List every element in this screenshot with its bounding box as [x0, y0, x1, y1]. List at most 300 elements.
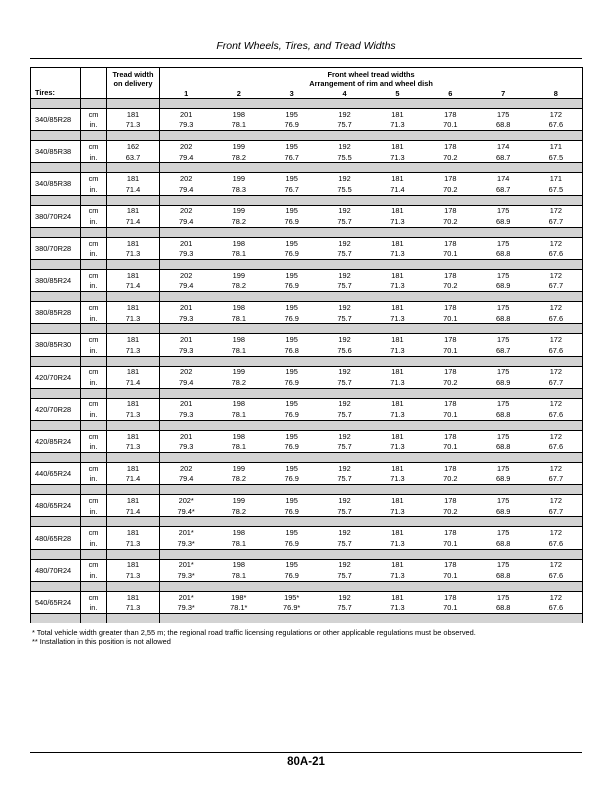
unit-cell: cm	[81, 398, 107, 409]
tread-width-cell: 195	[265, 141, 318, 152]
tire-size-cell: 340/85R38	[31, 141, 81, 163]
unit-cell: cm	[81, 141, 107, 152]
delivery-width-cell: 181	[107, 495, 160, 506]
column-header-front-widths	[160, 68, 583, 89]
tread-width-cell: 71.3	[371, 120, 424, 131]
tread-width-cell: 192	[318, 269, 371, 280]
tread-width-cell: 198	[212, 559, 265, 570]
tread-width-cell: 198	[212, 527, 265, 538]
tire-size-cell: 480/65R28	[31, 527, 81, 549]
tread-width-cell: 75.7	[318, 248, 371, 259]
tread-width-cell: 192	[318, 109, 371, 120]
unit-cell: in.	[81, 216, 107, 227]
table-row	[31, 152, 583, 163]
position-header-4: 4	[318, 88, 371, 99]
tread-width-cell: 201*	[160, 559, 213, 570]
tread-width-cell: 71.4	[371, 184, 424, 195]
tread-width-cell: 75.6	[318, 345, 371, 356]
tread-width-cell: 195	[265, 463, 318, 474]
delivery-width-cell: 181	[107, 591, 160, 602]
unit-cell: in.	[81, 313, 107, 324]
tread-width-cell: 172	[530, 430, 583, 441]
unit-cell: in.	[81, 570, 107, 581]
tread-width-cell: 78.2	[212, 506, 265, 517]
tread-width-cell: 75.7	[318, 281, 371, 292]
delivery-width-cell: 63.7	[107, 152, 160, 163]
table-row	[31, 313, 583, 324]
tread-width-cell: 199	[212, 269, 265, 280]
tread-width-cell: 70.1	[424, 120, 477, 131]
tread-width-cell: 171	[530, 141, 583, 152]
tread-width-cell: 75.7	[318, 216, 371, 227]
tread-width-cell: 172	[530, 591, 583, 602]
tread-width-cell: 195*	[265, 591, 318, 602]
tread-width-cell: 75.7	[318, 313, 371, 324]
tread-width-cell: 67.7	[530, 474, 583, 485]
unit-cell: in.	[81, 345, 107, 356]
tread-width-cell: 178	[424, 495, 477, 506]
page-header-title: Front Wheels, Tires, and Tread Widths	[216, 40, 396, 52]
tread-width-cell: 195	[265, 109, 318, 120]
table-row	[31, 205, 583, 216]
unit-cell: in.	[81, 248, 107, 259]
tread-width-cell: 175	[477, 527, 530, 538]
tread-width-cell: 76.7	[265, 184, 318, 195]
separator-row	[31, 227, 583, 237]
tread-width-cell: 201	[160, 430, 213, 441]
table-row	[31, 109, 583, 120]
tread-width-cell: 195	[265, 269, 318, 280]
tread-width-cell: 181	[371, 205, 424, 216]
delivery-width-cell: 181	[107, 463, 160, 474]
tread-width-cell: 71.3	[371, 602, 424, 613]
tread-width-cell: 76.9	[265, 120, 318, 131]
front-widths-subtitle: Arrangement of rim and wheel dish	[309, 78, 433, 88]
position-header-3: 3	[265, 88, 318, 99]
tread-width-cell: 75.7	[318, 506, 371, 517]
tire-size-cell: 480/70R24	[31, 559, 81, 581]
tread-width-cell: 79.3	[160, 248, 213, 259]
tread-width-cell: 68.9	[477, 377, 530, 388]
tread-width-cell: 79.3	[160, 345, 213, 356]
tread-width-cell: 199	[212, 173, 265, 184]
tread-width-cell: 79.3*	[160, 570, 213, 581]
table-row	[31, 248, 583, 259]
delivery-width-cell: 71.3	[107, 313, 160, 324]
tread-width-cell: 178	[424, 527, 477, 538]
table-row	[31, 366, 583, 377]
tread-width-cell: 68.9	[477, 474, 530, 485]
tread-width-cell: 192	[318, 398, 371, 409]
table-row	[31, 527, 583, 538]
tread-width-cell: 78.2	[212, 377, 265, 388]
unit-cell: cm	[81, 109, 107, 120]
tread-width-cell: 67.6	[530, 120, 583, 131]
unit-cell: cm	[81, 366, 107, 377]
tread-width-cell: 70.1	[424, 248, 477, 259]
delivery-width-cell: 71.4	[107, 506, 160, 517]
tread-width-cell: 198	[212, 109, 265, 120]
tread-width-cell: 71.3	[371, 538, 424, 549]
unit-cell: in.	[81, 377, 107, 388]
column-header-delivery-label: Tread width on delivery	[112, 70, 154, 88]
tire-size-cell: 380/85R30	[31, 334, 81, 356]
tread-width-cell: 76.9	[265, 377, 318, 388]
unit-cell: cm	[81, 463, 107, 474]
tread-width-cell: 195	[265, 334, 318, 345]
unit-cell: in.	[81, 184, 107, 195]
tread-width-cell: 67.6	[530, 441, 583, 452]
tread-width-cell: 68.8	[477, 409, 530, 420]
tread-width-cell: 175	[477, 495, 530, 506]
unit-cell: cm	[81, 302, 107, 313]
tread-width-cell: 68.8	[477, 602, 530, 613]
tread-width-cell: 198	[212, 302, 265, 313]
tread-width-cell: 78.1	[212, 345, 265, 356]
tread-width-cell: 178	[424, 366, 477, 377]
tread-width-cell: 78.1	[212, 570, 265, 581]
table-row	[31, 398, 583, 409]
table-row	[31, 506, 583, 517]
tread-width-cell: 201*	[160, 591, 213, 602]
tread-width-cell: 68.9	[477, 281, 530, 292]
table-row	[31, 430, 583, 441]
tread-width-cell: 76.9	[265, 281, 318, 292]
tire-size-cell: 380/70R28	[31, 237, 81, 259]
tread-width-cell: 78.1	[212, 441, 265, 452]
delivery-width-cell: 71.3	[107, 602, 160, 613]
tread-width-cell: 78.2	[212, 216, 265, 227]
tread-width-cell: 79.4	[160, 184, 213, 195]
unit-cell: cm	[81, 334, 107, 345]
tread-width-cell: 78.1	[212, 120, 265, 131]
delivery-width-cell: 162	[107, 141, 160, 152]
tread-width-cell: 192	[318, 237, 371, 248]
tread-width-cell: 79.3*	[160, 538, 213, 549]
separator-row	[31, 163, 583, 173]
tread-width-cell: 78.3	[212, 184, 265, 195]
table-row	[31, 463, 583, 474]
delivery-width-cell: 71.4	[107, 377, 160, 388]
delivery-width-cell: 71.3	[107, 248, 160, 259]
tread-width-cell: 201	[160, 398, 213, 409]
tread-width-cell: 71.3	[371, 152, 424, 163]
unit-cell: cm	[81, 237, 107, 248]
tread-width-cell: 67.6	[530, 345, 583, 356]
separator-row	[31, 453, 583, 463]
unit-cell: in.	[81, 120, 107, 131]
tread-width-cell: 198	[212, 334, 265, 345]
tread-width-cell: 75.7	[318, 570, 371, 581]
tread-width-cell: 71.3	[371, 570, 424, 581]
tread-width-cell: 192	[318, 591, 371, 602]
tread-width-cell: 192	[318, 334, 371, 345]
tread-width-cell: 172	[530, 205, 583, 216]
tread-width-cell: 70.1	[424, 441, 477, 452]
tread-width-cell: 175	[477, 237, 530, 248]
tread-width-cell: 78.2	[212, 281, 265, 292]
unit-cell: cm	[81, 430, 107, 441]
tread-width-cell: 79.4	[160, 377, 213, 388]
tread-width-cell: 67.5	[530, 184, 583, 195]
separator-row	[31, 549, 583, 559]
separator-row	[31, 614, 583, 624]
table-row	[31, 474, 583, 485]
unit-cell: in.	[81, 152, 107, 163]
footnote-not-allowed: ** Installation in this position is not allowed	[32, 637, 171, 646]
tread-width-cell: 71.3	[371, 248, 424, 259]
tread-width-cell: 67.5	[530, 152, 583, 163]
delivery-width-cell: 181	[107, 398, 160, 409]
table-row	[31, 377, 583, 388]
tread-width-cell: 181	[371, 141, 424, 152]
tread-width-cell: 75.7	[318, 377, 371, 388]
delivery-width-cell: 181	[107, 302, 160, 313]
tread-width-cell: 195	[265, 398, 318, 409]
tread-width-cell: 76.9	[265, 248, 318, 259]
tread-width-cell: 71.3	[371, 377, 424, 388]
table-row	[31, 441, 583, 452]
tread-width-cell: 178	[424, 334, 477, 345]
tread-width-cell: 67.6	[530, 602, 583, 613]
tread-width-cell: 68.8	[477, 441, 530, 452]
tread-width-cell: 199	[212, 366, 265, 377]
front-widths-title: Front wheel tread widths	[327, 70, 415, 79]
tread-width-cell: 78.2	[212, 152, 265, 163]
tread-width-cell: 75.7	[318, 441, 371, 452]
tread-width-cell: 172	[530, 109, 583, 120]
tread-width-cell: 70.1	[424, 570, 477, 581]
tread-width-cell: 175	[477, 463, 530, 474]
tread-width-cell: 79.3	[160, 409, 213, 420]
tread-width-cell: 71.3	[371, 345, 424, 356]
tread-width-cell: 79.4	[160, 216, 213, 227]
delivery-width-cell: 181	[107, 173, 160, 184]
tread-width-cell: 172	[530, 366, 583, 377]
position-header-2: 2	[212, 88, 265, 99]
tread-width-cell: 198	[212, 237, 265, 248]
table-row	[31, 269, 583, 280]
tread-width-cell: 70.1	[424, 602, 477, 613]
separator-row	[31, 99, 583, 109]
tread-width-cell: 171	[530, 173, 583, 184]
tread-width-cell: 172	[530, 237, 583, 248]
tread-width-cell: 181	[371, 398, 424, 409]
tread-width-cell: 68.9	[477, 216, 530, 227]
tread-width-cell: 195	[265, 173, 318, 184]
tread-width-cell: 68.8	[477, 313, 530, 324]
tire-size-cell: 340/85R28	[31, 109, 81, 131]
table-row	[31, 602, 583, 613]
delivery-width-cell: 71.4	[107, 281, 160, 292]
tread-width-cell: 192	[318, 463, 371, 474]
tread-width-cell: 78.1	[212, 409, 265, 420]
tread-width-cell: 75.5	[318, 184, 371, 195]
delivery-width-cell: 181	[107, 334, 160, 345]
tread-width-cell: 71.3	[371, 281, 424, 292]
tread-width-cell: 178	[424, 173, 477, 184]
tread-width-cell: 67.6	[530, 570, 583, 581]
tread-width-cell: 79.4	[160, 474, 213, 485]
tread-width-cell: 78.1	[212, 248, 265, 259]
tread-width-cell: 172	[530, 463, 583, 474]
tread-width-cell: 181	[371, 237, 424, 248]
tread-width-cell: 68.9	[477, 506, 530, 517]
tread-width-cell: 178	[424, 430, 477, 441]
tread-width-cell: 192	[318, 559, 371, 570]
tread-width-cell: 67.7	[530, 506, 583, 517]
tread-width-cell: 195	[265, 495, 318, 506]
tread-width-cell: 178	[424, 559, 477, 570]
tire-size-cell: 540/65R24	[31, 591, 81, 613]
tread-width-cell: 76.9	[265, 570, 318, 581]
tread-width-cell: 195	[265, 366, 318, 377]
tread-width-cell: 174	[477, 173, 530, 184]
tread-width-cell: 198	[212, 430, 265, 441]
tread-width-cell: 172	[530, 495, 583, 506]
header-rule	[30, 58, 582, 59]
tread-width-cell: 76.9	[265, 538, 318, 549]
unit-cell: cm	[81, 591, 107, 602]
tread-width-cell: 199	[212, 495, 265, 506]
tread-width-cell: 76.7	[265, 152, 318, 163]
tread-width-cell: 70.2	[424, 281, 477, 292]
column-header-tires: Tires:	[31, 68, 81, 99]
table-row	[31, 538, 583, 549]
tread-width-cell: 192	[318, 173, 371, 184]
tread-width-cell: 192	[318, 495, 371, 506]
tread-width-cell: 70.1	[424, 538, 477, 549]
unit-cell: cm	[81, 173, 107, 184]
tread-width-cell: 181	[371, 173, 424, 184]
column-header-unit	[81, 68, 107, 99]
delivery-width-cell: 71.3	[107, 441, 160, 452]
tread-width-cell: 192	[318, 302, 371, 313]
delivery-width-cell: 71.3	[107, 345, 160, 356]
unit-cell: in.	[81, 602, 107, 613]
separator-row	[31, 517, 583, 527]
table-row	[31, 302, 583, 313]
tread-width-cell: 71.3	[371, 313, 424, 324]
tread-width-cell: 174	[477, 141, 530, 152]
delivery-width-cell: 181	[107, 109, 160, 120]
tread-width-cell: 172	[530, 269, 583, 280]
table-row	[31, 559, 583, 570]
tire-size-cell: 380/70R24	[31, 205, 81, 227]
unit-cell: cm	[81, 495, 107, 506]
tread-width-cell: 175	[477, 366, 530, 377]
tread-width-cell: 70.1	[424, 313, 477, 324]
table-row	[31, 570, 583, 581]
tread-width-cell: 70.1	[424, 345, 477, 356]
tread-width-cell: 76.8	[265, 345, 318, 356]
tread-width-cell: 172	[530, 398, 583, 409]
tread-width-cell: 70.2	[424, 152, 477, 163]
tread-width-cell: 181	[371, 430, 424, 441]
tread-width-cell: 178	[424, 269, 477, 280]
tread-width-cell: 199	[212, 205, 265, 216]
tread-width-cell: 79.4	[160, 281, 213, 292]
tread-width-cell: 178	[424, 205, 477, 216]
tread-width-cell: 199	[212, 141, 265, 152]
tread-width-cell: 79.4	[160, 152, 213, 163]
tread-width-cell: 68.8	[477, 570, 530, 581]
tread-width-cell: 68.7	[477, 152, 530, 163]
tread-width-cell: 175	[477, 269, 530, 280]
tread-width-cell: 181	[371, 527, 424, 538]
tread-width-cell: 202	[160, 141, 213, 152]
table-row	[31, 334, 583, 345]
tread-width-cell: 199	[212, 463, 265, 474]
delivery-width-cell: 71.4	[107, 474, 160, 485]
tread-width-cell: 195	[265, 559, 318, 570]
separator-row	[31, 195, 583, 205]
tire-size-cell: 420/70R24	[31, 366, 81, 388]
table-row	[31, 237, 583, 248]
tread-width-cell: 202*	[160, 495, 213, 506]
tread-width-cell: 195	[265, 205, 318, 216]
tread-width-cell: 181	[371, 334, 424, 345]
position-header-8: 8	[530, 88, 583, 99]
tread-width-cell: 175	[477, 302, 530, 313]
tread-width-cell: 70.2	[424, 506, 477, 517]
separator-row	[31, 131, 583, 141]
tread-width-cell: 79.3	[160, 120, 213, 131]
tread-width-cell: 75.7	[318, 409, 371, 420]
tread-width-cell: 175	[477, 398, 530, 409]
tread-width-cell: 67.6	[530, 538, 583, 549]
tread-width-cell: 181	[371, 269, 424, 280]
tread-width-cell: 192	[318, 366, 371, 377]
delivery-width-cell: 181	[107, 269, 160, 280]
delivery-width-cell: 71.3	[107, 409, 160, 420]
tire-size-cell: 480/65R24	[31, 495, 81, 517]
tread-width-cell: 181	[371, 495, 424, 506]
tread-width-cell: 68.8	[477, 120, 530, 131]
unit-cell: in.	[81, 474, 107, 485]
tread-width-cell: 78.1*	[212, 602, 265, 613]
tire-size-cell: 380/85R28	[31, 302, 81, 324]
tread-width-cell: 70.2	[424, 377, 477, 388]
tread-width-cell: 181	[371, 591, 424, 602]
tread-width-cell: 71.3	[371, 216, 424, 227]
unit-cell: in.	[81, 281, 107, 292]
tread-width-cell: 178	[424, 302, 477, 313]
tread-width-table-wrapper	[30, 67, 582, 623]
tread-width-cell: 75.7	[318, 120, 371, 131]
tread-width-cell: 181	[371, 109, 424, 120]
footnote-total-width: * Total vehicle width greater than 2,55 m; the regional road traffic licensing regulations or other applicable regulations must be observed.	[32, 628, 476, 637]
table-row	[31, 591, 583, 602]
tire-size-cell: 420/85R24	[31, 430, 81, 452]
tread-width-cell: 175	[477, 205, 530, 216]
tread-width-cell: 181	[371, 366, 424, 377]
table-row	[31, 216, 583, 227]
separator-row	[31, 324, 583, 334]
tread-width-cell: 71.3	[371, 506, 424, 517]
tread-width-cell: 178	[424, 237, 477, 248]
tread-width-cell: 76.9	[265, 409, 318, 420]
tread-width-cell: 178	[424, 141, 477, 152]
tread-width-cell: 76.9	[265, 506, 318, 517]
tread-width-cell: 79.3*	[160, 602, 213, 613]
delivery-width-cell: 71.3	[107, 570, 160, 581]
tread-width-cell: 78.1	[212, 313, 265, 324]
tread-width-cell: 195	[265, 527, 318, 538]
footer-rule	[30, 752, 582, 753]
tread-width-cell: 68.7	[477, 345, 530, 356]
delivery-width-cell: 181	[107, 559, 160, 570]
